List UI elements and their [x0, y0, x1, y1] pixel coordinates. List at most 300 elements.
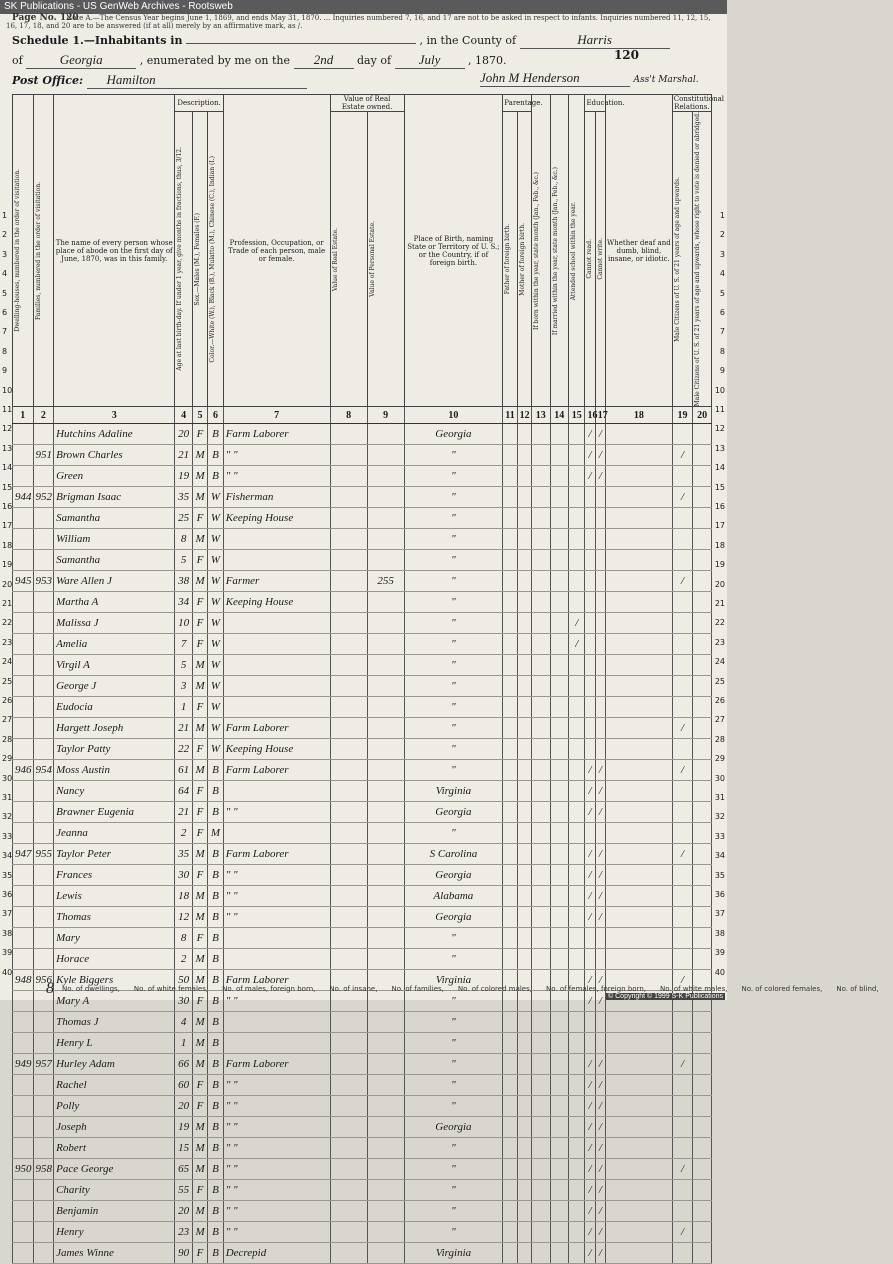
cannot-read: / [585, 781, 595, 802]
cannot-read: / [585, 970, 595, 991]
family-number: 955 [33, 844, 54, 865]
cannot-write: / [595, 1243, 605, 1264]
birthplace: " [404, 1054, 503, 1075]
disability [605, 823, 672, 844]
color: B [208, 991, 223, 1012]
birthplace: " [404, 823, 503, 844]
color: B [208, 970, 223, 991]
vote-denied [693, 865, 712, 886]
sex: M [192, 1138, 207, 1159]
vote-denied [693, 487, 712, 508]
sex: F [192, 508, 207, 529]
line-number: 6 [719, 308, 725, 317]
person-name: Moss Austin [54, 760, 175, 781]
mother-foreign [517, 529, 531, 550]
cannot-write: / [595, 907, 605, 928]
married-month [550, 655, 569, 676]
person-name: Nancy [54, 781, 175, 802]
male-citizen [672, 508, 693, 529]
birthplace: Alabama [404, 886, 503, 907]
person-name: Samantha [54, 508, 175, 529]
attended-school [569, 508, 585, 529]
footer-item: No. of insane, [329, 985, 378, 993]
age: 5 [175, 550, 192, 571]
family-number [33, 739, 54, 760]
male-citizen [672, 823, 693, 844]
header-parentage: Parentage. [503, 95, 532, 112]
sex: F [192, 991, 207, 1012]
born-month [532, 928, 551, 949]
birthplace: " [404, 1222, 503, 1243]
state-value: Georgia [26, 52, 136, 69]
real-estate-value [330, 571, 367, 592]
cannot-read [585, 529, 595, 550]
married-month [550, 487, 569, 508]
mother-foreign [517, 802, 531, 823]
real-estate-value [330, 634, 367, 655]
color: W [208, 571, 223, 592]
vote-denied [693, 697, 712, 718]
person-name: Amelia [54, 634, 175, 655]
sex: F [192, 823, 207, 844]
vote-denied [693, 529, 712, 550]
county-value: Harris [520, 32, 670, 49]
header-sex: Sex.—Males (M.), Females (F.) [193, 212, 201, 306]
real-estate-value [330, 613, 367, 634]
personal-estate-value [367, 865, 404, 886]
line-number: 21 [714, 599, 725, 608]
line-number: 13 [714, 443, 725, 453]
age: 8 [175, 928, 192, 949]
census-row [13, 1075, 712, 1096]
vote-denied [693, 760, 712, 781]
disability [605, 655, 672, 676]
sex: F [192, 928, 207, 949]
age: 2 [175, 949, 192, 970]
personal-estate-value [367, 802, 404, 823]
person-name: Horace [54, 949, 175, 970]
line-number: 19 [2, 560, 13, 570]
family-number: 956 [33, 970, 54, 991]
father-foreign [503, 655, 517, 676]
father-foreign [503, 1033, 517, 1054]
married-month [550, 508, 569, 529]
census-row [13, 1054, 712, 1075]
disability [605, 1138, 672, 1159]
line-number: 40 [714, 967, 725, 977]
born-month [532, 1201, 551, 1222]
person-name: Henry [54, 1222, 175, 1243]
cannot-read [585, 550, 595, 571]
cannot-read [585, 718, 595, 739]
personal-estate-value [367, 466, 404, 487]
sex: M [192, 1117, 207, 1138]
color: W [208, 529, 223, 550]
born-month [532, 613, 551, 634]
birthplace: " [404, 676, 503, 697]
age: 35 [175, 487, 192, 508]
line-number: 2 [2, 230, 8, 240]
personal-estate-value [367, 508, 404, 529]
cannot-write: / [595, 760, 605, 781]
real-estate-value [330, 886, 367, 907]
line-number: 8 [2, 346, 8, 356]
dwelling-number: 947 [13, 844, 34, 865]
mother-foreign [517, 760, 531, 781]
column-number: 12 [517, 407, 531, 424]
marshal-line [480, 70, 699, 87]
census-row [13, 613, 712, 634]
vote-denied [693, 655, 712, 676]
occupation [223, 781, 330, 802]
birthplace: " [404, 1180, 503, 1201]
real-estate-value [330, 697, 367, 718]
born-month [532, 571, 551, 592]
occupation: " " [223, 865, 330, 886]
line-number: 36 [714, 890, 725, 899]
mother-foreign [517, 1159, 531, 1180]
father-foreign [503, 445, 517, 466]
born-month [532, 949, 551, 970]
male-citizen [672, 613, 693, 634]
occupation [223, 823, 330, 844]
male-citizen [672, 781, 693, 802]
birthplace: Virginia [404, 970, 503, 991]
color: B [208, 1075, 223, 1096]
born-month [532, 907, 551, 928]
cannot-read: / [585, 1054, 595, 1075]
born-month [532, 697, 551, 718]
age: 4 [175, 1012, 192, 1033]
married-month [550, 928, 569, 949]
person-name: Taylor Peter [54, 844, 175, 865]
attended-school [569, 886, 585, 907]
cannot-read [585, 739, 595, 760]
mother-foreign [517, 697, 531, 718]
dwelling-number [13, 865, 34, 886]
line-number: 38 [714, 928, 725, 938]
male-citizen: / [672, 445, 693, 466]
occupation: Fisherman [223, 487, 330, 508]
father-foreign [503, 718, 517, 739]
family-number [33, 613, 54, 634]
census-row [13, 424, 712, 445]
header-vote-denied: Male Citizens of U. S. of 21 years of age and upwards, whose right to vote is denied or abridged. [694, 112, 702, 407]
census-row [13, 508, 712, 529]
personal-estate-value [367, 844, 404, 865]
male-citizen [672, 949, 693, 970]
sex: M [192, 949, 207, 970]
cannot-write: / [595, 886, 605, 907]
disability [605, 1117, 672, 1138]
age: 8 [175, 529, 192, 550]
mother-foreign [517, 1117, 531, 1138]
vote-denied [693, 508, 712, 529]
married-month [550, 739, 569, 760]
color: B [208, 865, 223, 886]
married-month [550, 1033, 569, 1054]
line-number: 25 [2, 676, 13, 686]
male-citizen [672, 1243, 693, 1264]
post-office-line [12, 72, 307, 89]
born-month [532, 487, 551, 508]
vote-denied [693, 718, 712, 739]
color: W [208, 718, 223, 739]
line-number: 14 [714, 463, 725, 473]
male-citizen [672, 739, 693, 760]
cannot-write: / [595, 991, 605, 1012]
line-number: 25 [714, 676, 725, 686]
person-name: George J [54, 676, 175, 697]
personal-estate-value [367, 697, 404, 718]
attended-school [569, 592, 585, 613]
married-month [550, 823, 569, 844]
footer-mark: 8 [46, 980, 54, 997]
family-number [33, 823, 54, 844]
header-married-month: If married within the year, state month (Jan., Feb., &c.) [551, 166, 559, 335]
male-citizen [672, 1012, 693, 1033]
born-month [532, 1243, 551, 1264]
census-row [13, 844, 712, 865]
mother-foreign [517, 466, 531, 487]
line-number: 7 [2, 327, 8, 337]
census-row [13, 1201, 712, 1222]
married-month [550, 445, 569, 466]
color: B [208, 907, 223, 928]
column-number: 20 [693, 407, 712, 424]
father-foreign [503, 928, 517, 949]
married-month [550, 1159, 569, 1180]
mother-foreign [517, 1201, 531, 1222]
disability [605, 424, 672, 445]
line-number: 22 [2, 618, 13, 628]
line-number: 22 [714, 618, 725, 628]
sex: F [192, 1075, 207, 1096]
state-prefix: of [12, 54, 23, 67]
born-month [532, 1159, 551, 1180]
dwelling-number [13, 1243, 34, 1264]
father-foreign [503, 697, 517, 718]
dwelling-number: 945 [13, 571, 34, 592]
age: 7 [175, 634, 192, 655]
age: 1 [175, 1033, 192, 1054]
married-month [550, 529, 569, 550]
vote-denied [693, 1012, 712, 1033]
line-number: 34 [2, 851, 13, 861]
family-number [33, 718, 54, 739]
personal-estate-value [367, 1159, 404, 1180]
personal-estate-value [367, 1054, 404, 1075]
family-number [33, 466, 54, 487]
family-number [33, 1096, 54, 1117]
personal-estate-value [367, 445, 404, 466]
vote-denied [693, 1138, 712, 1159]
family-number [33, 865, 54, 886]
color: B [208, 844, 223, 865]
disability [605, 1243, 672, 1264]
cannot-write: / [595, 802, 605, 823]
person-name: Robert [54, 1138, 175, 1159]
occupation: " " [223, 1138, 330, 1159]
occupation: Keeping House [223, 508, 330, 529]
disability [605, 592, 672, 613]
header-value: Value of Real Estate owned. [330, 95, 404, 112]
family-number [33, 1243, 54, 1264]
sex: M [192, 1159, 207, 1180]
real-estate-value [330, 508, 367, 529]
sex: M [192, 970, 207, 991]
birthplace: " [404, 949, 503, 970]
birthplace: " [404, 1096, 503, 1117]
real-estate-value [330, 1159, 367, 1180]
cannot-read [585, 655, 595, 676]
line-number: 39 [714, 948, 725, 958]
dwelling-number [13, 1117, 34, 1138]
vote-denied [693, 823, 712, 844]
real-estate-value [330, 1180, 367, 1201]
person-name: Martha A [54, 592, 175, 613]
real-estate-value [330, 550, 367, 571]
dwelling-number [13, 718, 34, 739]
family-number [33, 781, 54, 802]
family-number [33, 1222, 54, 1243]
married-month [550, 634, 569, 655]
census-row [13, 1243, 712, 1264]
line-number: 30 [714, 773, 725, 783]
color: B [208, 928, 223, 949]
color: B [208, 1117, 223, 1138]
dwelling-number [13, 802, 34, 823]
person-name: Hargett Joseph [54, 718, 175, 739]
age: 66 [175, 1054, 192, 1075]
sex: M [192, 718, 207, 739]
age: 20 [175, 1201, 192, 1222]
disability [605, 781, 672, 802]
age: 3 [175, 676, 192, 697]
born-month [532, 1054, 551, 1075]
born-month [532, 655, 551, 676]
color: B [208, 1180, 223, 1201]
father-foreign [503, 1243, 517, 1264]
occupation: Farmer [223, 571, 330, 592]
attended-school [569, 844, 585, 865]
line-number: 5 [2, 288, 8, 298]
personal-estate-value [367, 739, 404, 760]
dwelling-number [13, 697, 34, 718]
line-number: 18 [714, 540, 725, 550]
mother-foreign [517, 886, 531, 907]
disability [605, 1159, 672, 1180]
born-month [532, 718, 551, 739]
attended-school [569, 424, 585, 445]
father-foreign [503, 1012, 517, 1033]
male-citizen [672, 907, 693, 928]
mother-foreign [517, 550, 531, 571]
vote-denied [693, 1180, 712, 1201]
family-number [33, 928, 54, 949]
sex: F [192, 697, 207, 718]
census-row [13, 1117, 712, 1138]
born-month [532, 760, 551, 781]
mother-foreign [517, 1075, 531, 1096]
schedule-line [12, 32, 670, 49]
disability [605, 1096, 672, 1117]
footer-item: No. of males, foreign born, [222, 985, 316, 993]
header-constitutional: Constitutional Relations. [673, 95, 725, 111]
person-name: Pace George [54, 1159, 175, 1180]
birthplace: " [404, 928, 503, 949]
line-number: 24 [714, 657, 725, 667]
line-number: 35 [714, 870, 725, 880]
line-number: 6 [2, 308, 8, 317]
cannot-read [585, 592, 595, 613]
male-citizen [672, 1180, 693, 1201]
mother-foreign [517, 655, 531, 676]
census-row [13, 760, 712, 781]
male-citizen [672, 466, 693, 487]
male-citizen: / [672, 718, 693, 739]
father-foreign [503, 1180, 517, 1201]
birthplace: " [404, 592, 503, 613]
personal-estate-value [367, 907, 404, 928]
occupation: " " [223, 466, 330, 487]
mother-foreign [517, 844, 531, 865]
vote-denied [693, 1201, 712, 1222]
disability [605, 949, 672, 970]
married-month [550, 1222, 569, 1243]
family-number [33, 634, 54, 655]
cannot-read: / [585, 445, 595, 466]
age: 18 [175, 886, 192, 907]
census-row [13, 634, 712, 655]
line-number: 3 [719, 249, 725, 259]
age: 2 [175, 823, 192, 844]
disability [605, 760, 672, 781]
column-number: 13 [532, 407, 551, 424]
line-number: 20 [2, 579, 13, 589]
vote-denied [693, 781, 712, 802]
header-color: Color.—White (W.), Black (B.), Mulatto (M.), Chinese (C.), Indian (I.) [209, 155, 217, 363]
real-estate-value [330, 1222, 367, 1243]
father-foreign [503, 1117, 517, 1138]
person-name: Brawner Eugenia [54, 802, 175, 823]
cannot-read: / [585, 991, 595, 1012]
birthplace: " [404, 466, 503, 487]
married-month [550, 1054, 569, 1075]
birthplace: " [404, 550, 503, 571]
column-number: 18 [605, 407, 672, 424]
mother-foreign [517, 718, 531, 739]
cannot-write [595, 487, 605, 508]
line-number: 16 [714, 502, 725, 511]
birthplace: " [404, 1138, 503, 1159]
real-estate-value [330, 1054, 367, 1075]
real-estate-value [330, 1033, 367, 1054]
sex: M [192, 1054, 207, 1075]
personal-estate-value [367, 928, 404, 949]
male-citizen: / [672, 1159, 693, 1180]
married-month [550, 781, 569, 802]
vote-denied [693, 676, 712, 697]
column-number: 5 [192, 407, 207, 424]
line-number: 26 [714, 696, 725, 705]
cannot-write: / [595, 1075, 605, 1096]
marshal-title: Ass't Marshal. [633, 75, 699, 85]
born-month [532, 1033, 551, 1054]
color: W [208, 697, 223, 718]
dwelling-number [13, 613, 34, 634]
mother-foreign [517, 1222, 531, 1243]
